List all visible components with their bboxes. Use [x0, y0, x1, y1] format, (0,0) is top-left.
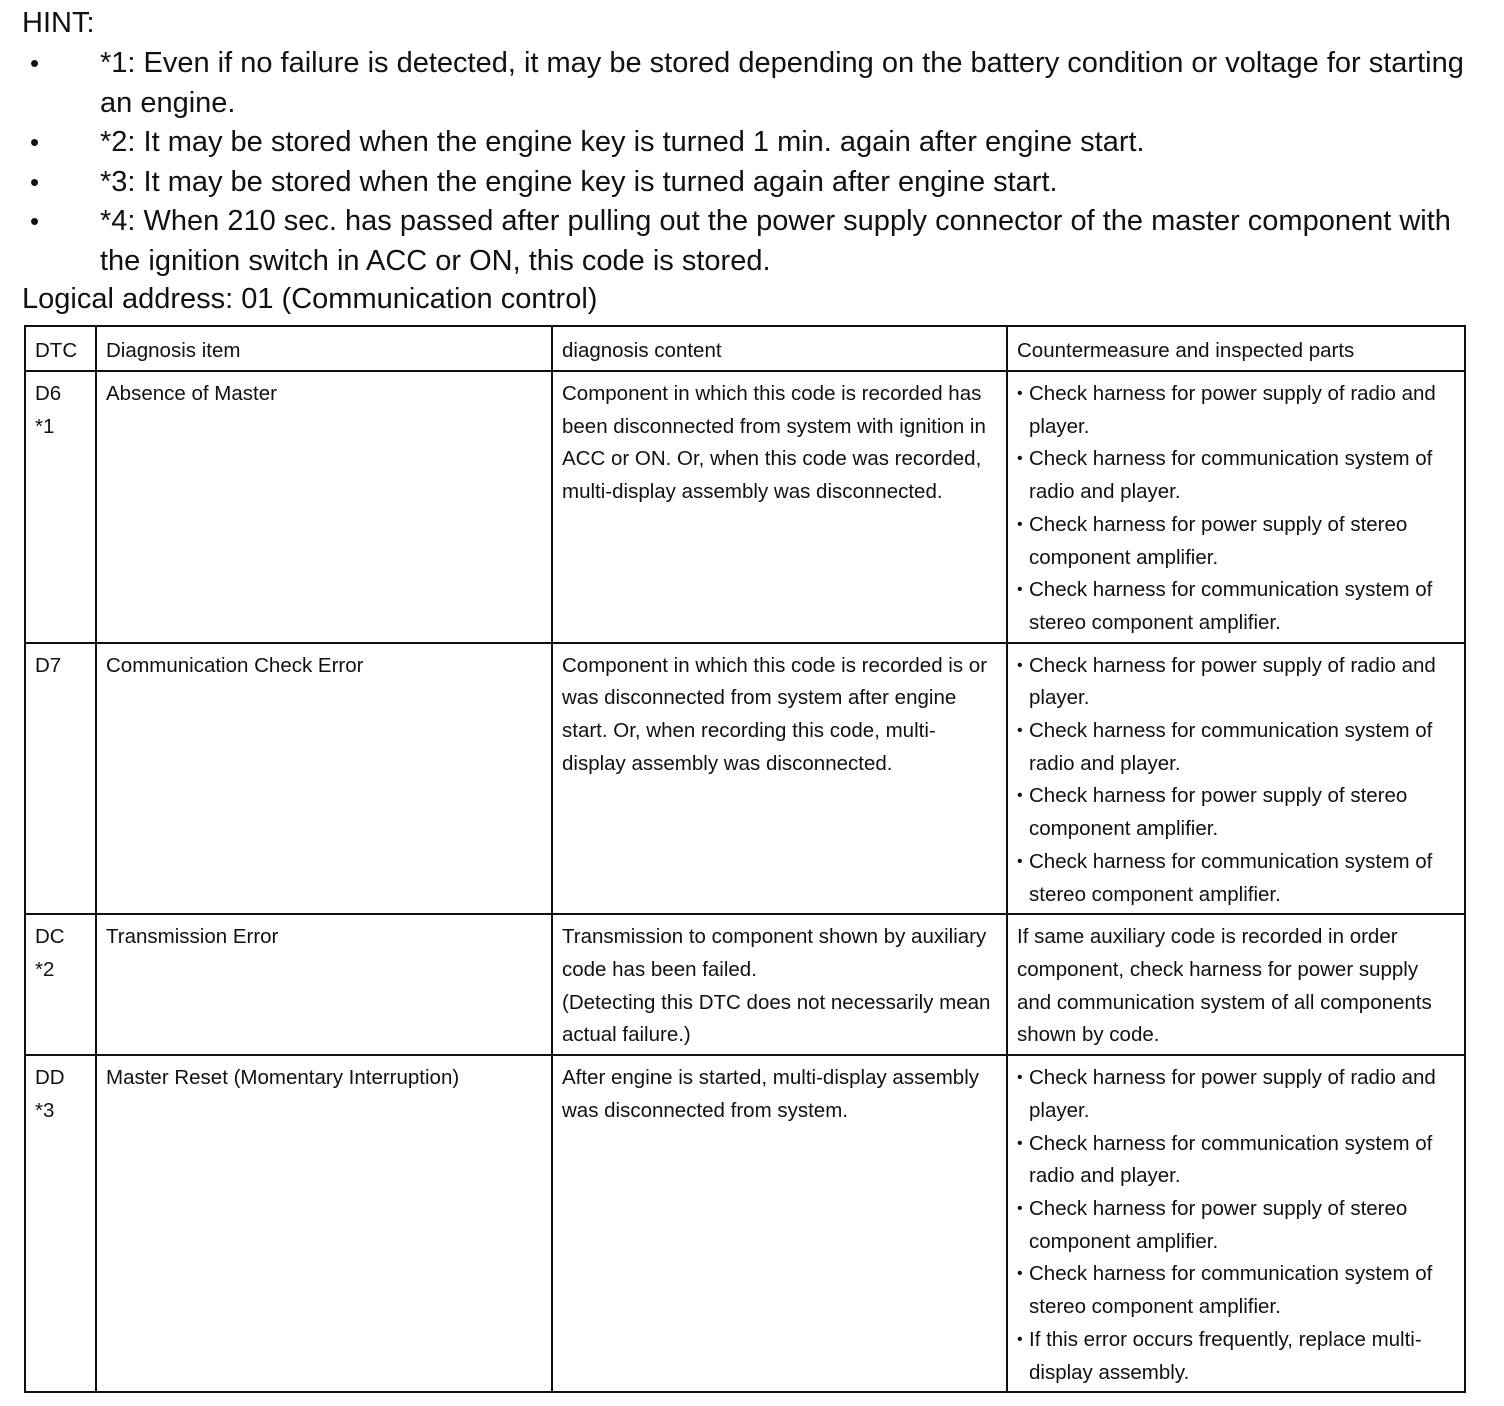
diagnosis-item-cell: Transmission Error — [96, 914, 552, 1055]
header-diagnosis-item: Diagnosis item — [96, 326, 552, 371]
dtc-table — [24, 325, 1466, 1393]
hint-list — [26, 44, 1476, 281]
list-item: • Check harness for communication system of radio and player. — [1017, 1128, 1455, 1193]
list-item: • Check harness for communication system of stereo component amplifier. — [1017, 1258, 1455, 1323]
header-countermeasure: Countermeasure and inspected parts — [1007, 326, 1465, 371]
header-diagnosis-content: diagnosis content — [552, 326, 1007, 371]
dtc-note: *3 — [35, 1098, 55, 1122]
table-row — [25, 371, 1465, 643]
hint-item-text: *1: Even if no failure is detected, it may be stored depending on the battery condition or voltage for starting an engine. — [100, 47, 1464, 119]
diagnosis-content-note: (Detecting this DTC does not necessarily mean actual failure.) — [562, 990, 991, 1047]
bullet-icon: • — [30, 48, 40, 78]
countermeasure-cell — [1007, 643, 1465, 915]
bullet-icon: • — [30, 206, 40, 236]
table-row — [25, 1055, 1465, 1392]
diagnosis-content-cell: Component in which this code is recorded is or was disconnected from system after engine start. Or, when recording this code, multi-display assembly was disconnected. — [552, 643, 1007, 915]
dtc-note: *2 — [35, 957, 55, 981]
list-item: • Check harness for communication system of stereo component amplifier. — [1017, 846, 1455, 911]
diagnosis-item-cell: Communication Check Error — [96, 643, 552, 915]
dtc-cell — [25, 914, 96, 1055]
diagnosis-content-text: Transmission to component shown by auxiliary code has been failed. — [562, 925, 987, 981]
hint-item — [26, 123, 1476, 163]
diagnosis-content-cell: After engine is started, multi-display assembly was disconnected from system. — [552, 1055, 1007, 1392]
hint-item — [26, 44, 1476, 123]
diagnosis-content-cell — [552, 914, 1007, 1055]
table-row — [25, 643, 1465, 915]
countermeasure-cell: If same auxiliary code is recorded in order component, check harness for power supply and communication system of all components shown by code. — [1007, 914, 1465, 1055]
header-dtc: DTC — [25, 326, 96, 371]
countermeasure-list — [1017, 650, 1455, 912]
logical-address-heading: Logical address: 01 (Communication control) — [22, 283, 598, 315]
diagnosis-item-cell: Absence of Master — [96, 371, 552, 643]
dtc-cell — [25, 643, 96, 915]
bullet-icon: • — [30, 127, 40, 157]
list-item: • Check harness for power supply of stereo component amplifier. — [1017, 780, 1455, 845]
hint-item — [26, 163, 1476, 203]
dtc-code: D7 — [35, 653, 62, 677]
countermeasure-cell — [1007, 1055, 1465, 1392]
diagnosis-content-cell: Component in which this code is recorded has been disconnected from system with ignition in ACC or ON. Or, when this code was recorded, multi-display assembly was disconnected. — [552, 371, 1007, 643]
list-item: • Check harness for power supply of radio and player. — [1017, 378, 1455, 443]
hint-item-text: *2: It may be stored when the engine key is turned 1 min. again after engine start. — [100, 126, 1145, 158]
list-item: • Check harness for power supply of radio and player. — [1017, 1062, 1455, 1127]
dtc-code: DC — [35, 925, 65, 949]
diagnosis-item-cell: Master Reset (Momentary Interruption) — [96, 1055, 552, 1392]
hint-item — [26, 202, 1476, 281]
dtc-code: DD — [35, 1066, 65, 1090]
hint-item-text: *3: It may be stored when the engine key is turned again after engine start. — [100, 165, 1058, 198]
dtc-cell — [25, 371, 96, 643]
list-item: • Check harness for power supply of stereo component amplifier. — [1017, 1193, 1455, 1258]
hint-heading: HINT: — [22, 7, 95, 39]
bullet-icon: • — [30, 166, 40, 197]
dtc-code: D6 — [35, 382, 62, 405]
list-item: • If this error occurs frequently, replace multi-display assembly. — [1017, 1324, 1455, 1389]
list-item: • Check harness for communication system of stereo component amplifier. — [1017, 574, 1455, 639]
list-item: • Check harness for power supply of stereo component amplifier. — [1017, 509, 1455, 574]
countermeasure-list — [1017, 378, 1455, 640]
table-header-row — [25, 326, 1465, 371]
table-row — [25, 914, 1465, 1055]
dtc-cell — [25, 1055, 96, 1392]
dtc-note: *1 — [35, 414, 55, 438]
list-item: • Check harness for power supply of radio and player. — [1017, 650, 1455, 715]
list-item: • Check harness for communication system of radio and player. — [1017, 715, 1455, 780]
countermeasure-cell — [1007, 371, 1465, 643]
hint-item-text: *4: When 210 sec. has passed after pulling out the power supply connector of the master component with the ignition switch in ACC or ON, this code is stored. — [100, 205, 1451, 277]
countermeasure-list — [1017, 1062, 1455, 1389]
list-item: • Check harness for communication system of radio and player. — [1017, 443, 1455, 508]
